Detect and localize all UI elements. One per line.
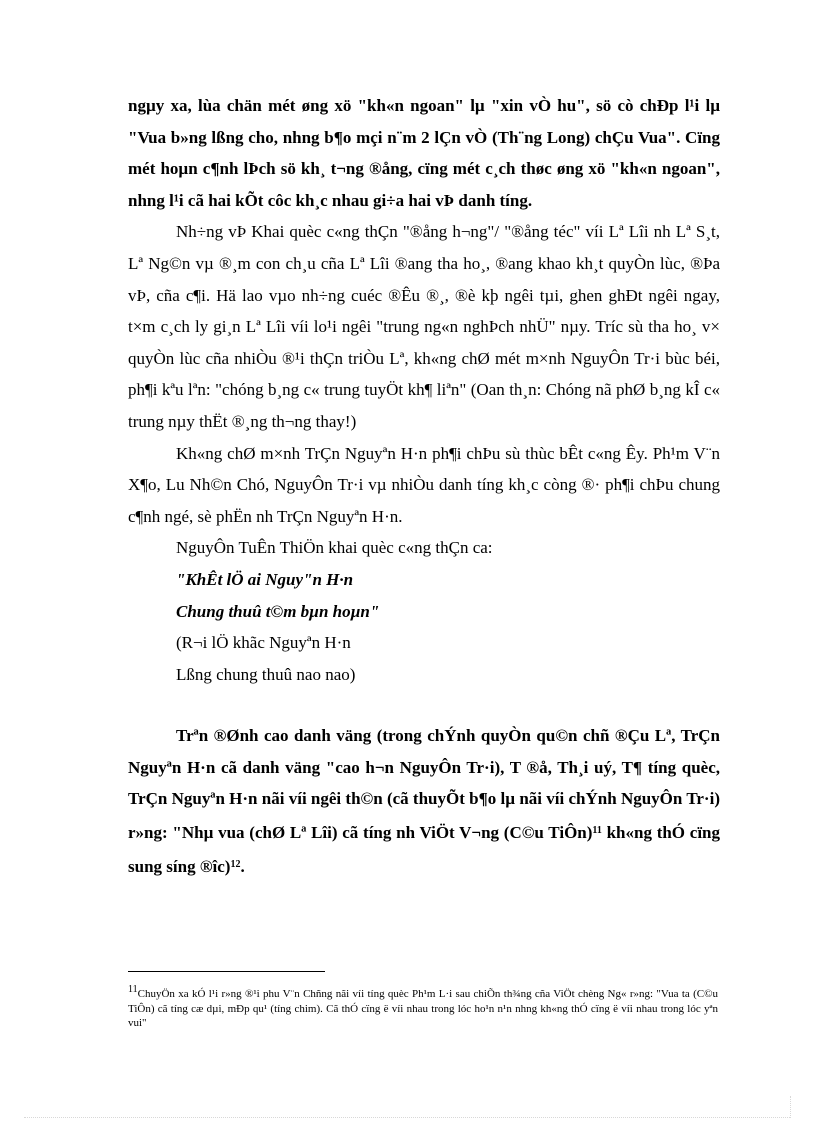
- paragraph-5: [128, 720, 720, 882]
- footnote-11: [128, 983, 718, 1031]
- poem-translation-line-1: (R¬i lÖ khãc Nguyªn H·n: [176, 633, 351, 653]
- poem-translation-line-2: Lßng chung thuû nao nao): [176, 664, 356, 684]
- paragraph-5-end: .: [240, 856, 245, 876]
- page-border-bottom: [24, 1117, 790, 1118]
- poem-line-2: Chung thuû t©m bµn hoµn": [176, 601, 380, 621]
- footnote-number: 11: [128, 984, 138, 995]
- paragraph-spacer: [128, 690, 720, 720]
- body-text: [128, 90, 720, 882]
- footnote-separator: [128, 971, 325, 972]
- page-border-right: [790, 1096, 791, 1118]
- poem-title: NguyÔn TuÊn ThiÖn khai quèc c«ng thÇn ca:: [176, 538, 493, 558]
- paragraph-1: ngµy xa, lùa chän mét øng xö "kh«n ngoan" lµ "xin vÒ hu", sö cò chÐp l¹i lµ "Vua b»ng lßng cho, nhng b¶o mçi n¨m 2 lÇn vÒ (Th¨ng Long) chÇu Vua". Cïng mét hoµn c¶nh lÞch sö kh¸ t¬ng ®ång, cïng mét c¸ch thøc øng xö "kh«n ngoan", nhng l¹i cã hai kÕt côc kh¸c nhau gi÷a hai vÞ danh tíng.: [128, 96, 720, 210]
- paragraph-2: Nh÷ng vÞ Khai quèc c«ng thÇn "®ång h¬ng"/ "®ång téc" víi Lª Lîi nh Lª S¸t, Lª Ng©n vµ ®¸m con ch¸u cña Lª Lîi ®ang tha ho¸, ®ang khao kh¸t quyÒn lùc, ®Þa vÞ, cña c¶i. Hä lao vµo nh÷ng cuéc ®Êu ®¸, ®è kþ ngêi tµi, ghen ghÐt ngêi ngay, t×m c¸ch ly gi¸n Lª Lîi víi lo¹i ngêi "trung ng«n nghÞch nhÜ" nµy. Tríc sù tha ho¸ v× quyÒn lùc cña nhiÒu ®¹i thÇn triÒu Lª, kh«ng chØ mét m×nh NguyÔn Tr·i bùc béi, ph¶i kªu lªn: "chóng b¸ng c« trung tuyÖt kh¶ liªn" (Oan th¸n: Chóng nã phØ b¸ng kÎ c« trung nµy thËt ®¸ng th¬ng thay!): [128, 222, 720, 431]
- footnote-ref-11[interactable]: 11: [592, 825, 602, 837]
- paragraph-5-text: Trªn ®Ønh cao danh väng (trong chÝnh quyÒn qu©n chñ ®Çu Lª, TrÇn Nguyªn H·n cã danh väng "cao h¬n NguyÔn Tr·i), T ®å, Th¸i uý, T¶ tíng quèc, TrÇn Nguyªn H·n nãi víi ngêi th©n (cã thuyÕt b¶o lµ nãi víi chÝnh NguyÔn Tr·i) r»ng: "Nhµ vua (chØ Lª Lîi) cã tíng nh ViÖt V¬ng (C©u TiÔn): [128, 726, 720, 843]
- paragraph-5-text-cont: kh«ng thÓ cïng sung síng ®îc): [128, 823, 720, 876]
- poem-line-1: "KhÊt lÖ ai Nguy"n H·n: [176, 569, 354, 589]
- footnote-text: ChuyÖn xa kÓ l¹i r»ng ®¹i phu V¨n Chñng nãi víi tíng quèc Ph¹m L·i sau chiÕn th¾ng cña ViÖt chèng Ng« r»ng: "Vua ta (C©u TiÔn) cã tíng cæ dµi, mÐp qu¹ (tíng chim). Cã thÓ cïng ë víi nhau trong lóc ho¹n n¹n nhng kh«ng thÓ cïng ë víi nhau trong lóc yªn vui": [128, 988, 718, 1029]
- paragraph-3: Kh«ng chØ m×nh TrÇn Nguyªn H·n ph¶i chÞu sù thùc bÊt c«ng Êy. Ph¹m V¨n X¶o, Lu Nh©n Chó, NguyÔn Tr·i vµ nhiÒu danh tíng kh¸c còng ®· ph¶i chÞu chung c¶nh ngé, sè phËn nh TrÇn Nguyªn H·n.: [128, 443, 720, 526]
- footnote-ref-12[interactable]: 12: [230, 858, 241, 870]
